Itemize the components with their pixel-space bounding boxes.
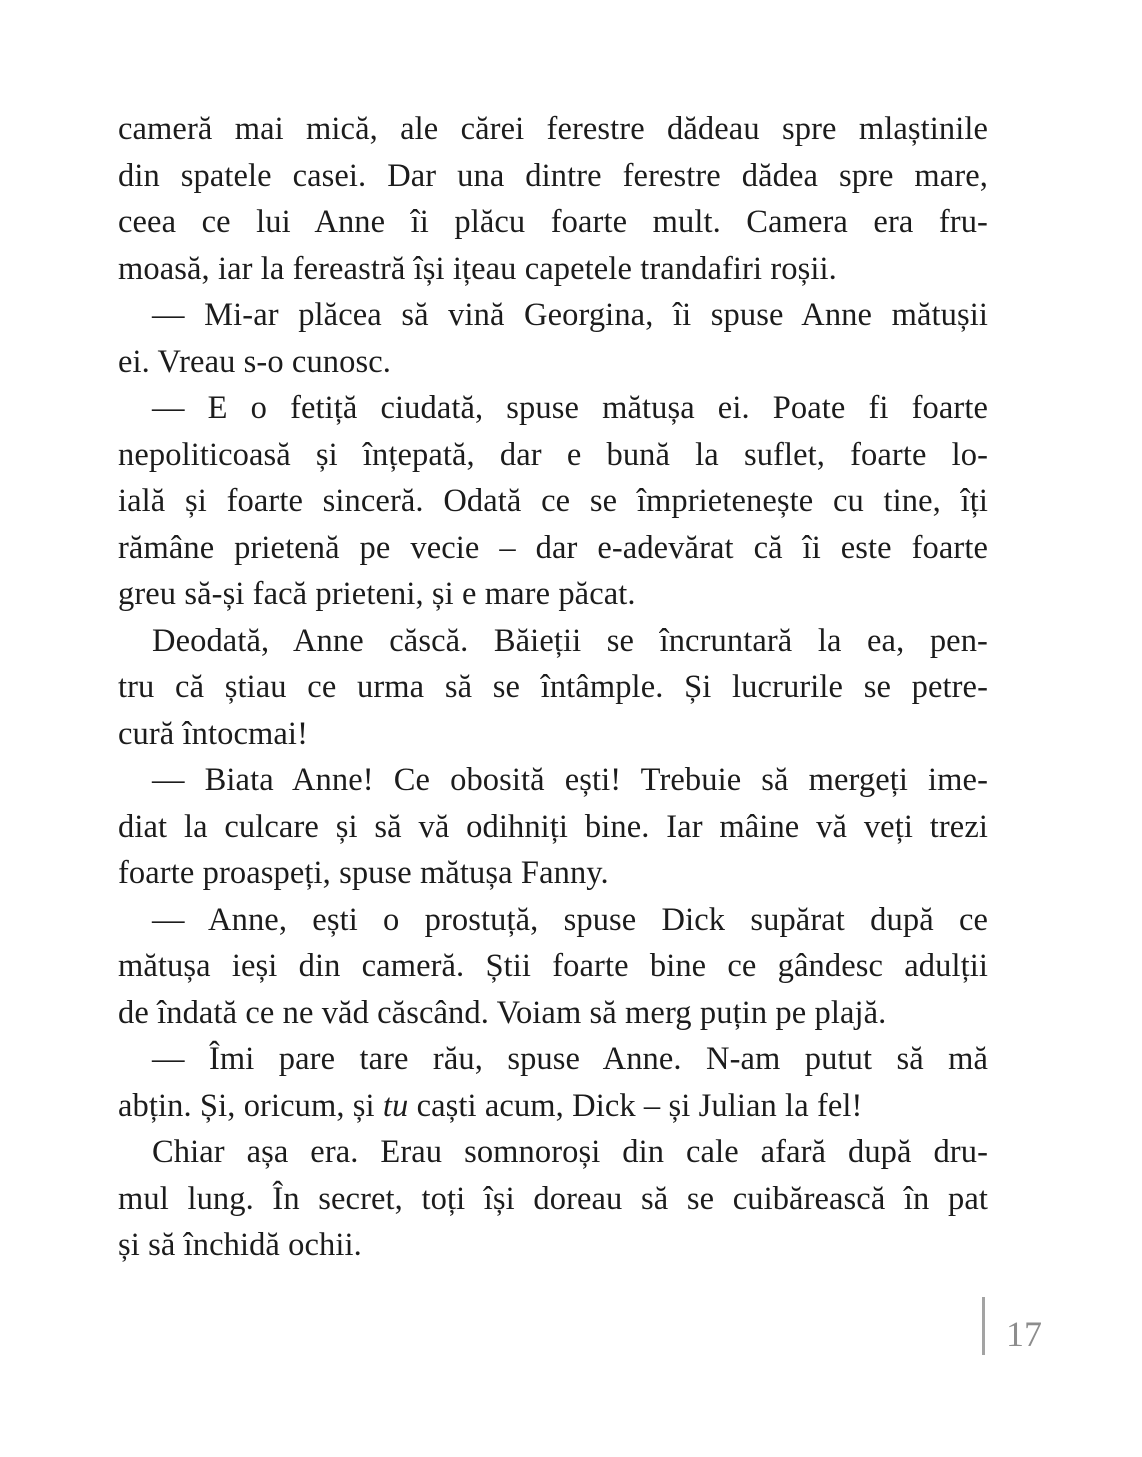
text-line: nepoliticoasă și înțepată, dar e bună la suflet, foarte lo- <box>118 436 988 473</box>
paragraph <box>118 897 988 1037</box>
text-line: din spatele casei. Dar una dintre ferestre dădea spre mare, <box>118 157 988 194</box>
text-line: — Anne, ești o prostuță, spuse Dick supărat după ce <box>152 901 988 938</box>
text-line: rămâne prietenă pe vecie – dar e-adevărat că îi este foarte <box>118 529 988 566</box>
text-line: — Biata Anne! Ce obosită ești! Trebuie să mergeți ime- <box>152 762 988 798</box>
text-line: și să închidă ochii. <box>118 1227 362 1263</box>
text-line: mătușa ieși din cameră. Știi foarte bine ce gândesc adulții <box>118 948 988 984</box>
text-line: moasă, iar la fereastră își ițeau capetele trandafiri roșii. <box>118 250 837 287</box>
text-block <box>118 106 988 1269</box>
text-line: greu să-și facă prieteni, și e mare păcat. <box>118 576 636 612</box>
page-number-divider <box>982 1297 985 1355</box>
page-number: 17 <box>1006 1314 1042 1354</box>
text-line: cameră mai mică, ale cărei ferestre dădeau spre mlaștinile <box>118 111 988 147</box>
paragraph <box>118 292 988 385</box>
text-line: — Mi-ar plăcea să vină Georgina, îi spuse Anne mătușii <box>152 297 988 333</box>
text-line: ei. Vreau s-o cunosc. <box>118 343 392 380</box>
text-line: — E o fetiță ciudată, spuse mătușa ei. Poate fi foarte <box>152 390 988 426</box>
paragraph <box>118 757 988 897</box>
text-line: mul lung. În secret, toți își doreau să se cuibărească în pat <box>118 1180 988 1217</box>
text-line: — Îmi pare tare rău, spuse Anne. N-am putut să mă <box>152 1041 988 1077</box>
text-line: Chiar așa era. Erau somnoroși din cale afară după dru- <box>152 1134 988 1170</box>
text-line: abțin. Și, oricum, și tu caști acum, Dick – și Julian la fel! <box>118 1087 863 1124</box>
text-line: ceea ce lui Anne îi plăcu foarte mult. Camera era fru- <box>118 204 988 240</box>
text-line: ială și foarte sinceră. Odată ce se împrietenește cu tine, îți <box>118 483 988 519</box>
text-line: de îndată ce ne văd căscând. Voiam să merg puțin pe plajă. <box>118 994 887 1031</box>
italic-text: tu <box>382 1087 409 1124</box>
paragraph <box>118 106 988 292</box>
paragraph <box>118 1036 988 1129</box>
text-line: diat la culcare și să vă odihniți bine. Iar mâine vă veți trezi <box>118 808 988 845</box>
text-line: cură întocmai! <box>118 715 308 752</box>
text-line: foarte proaspeți, spuse mătușa Fanny. <box>118 855 609 891</box>
paragraph <box>118 385 988 618</box>
text-line: Deodată, Anne căscă. Băieții se încruntară la ea, pen- <box>152 622 988 659</box>
text-line: tru că știau ce urma să se întâmple. Și lucrurile se petre- <box>118 669 988 705</box>
paragraph <box>118 618 988 758</box>
paragraph <box>118 1129 988 1269</box>
